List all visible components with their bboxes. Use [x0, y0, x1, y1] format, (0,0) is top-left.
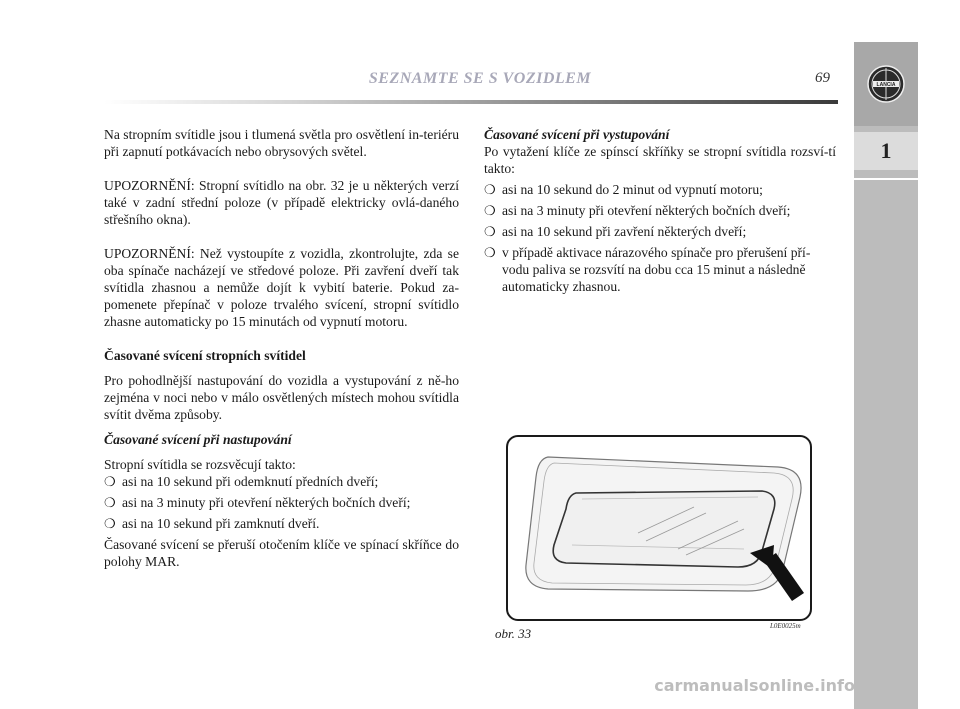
circle-bullet-icon: ❍ — [104, 495, 116, 510]
circle-bullet-icon: ❍ — [484, 203, 496, 218]
warning-paragraph-2: UPOZORNĚNÍ: Než vystoupíte z vozidla, zkontrolujte, zda se oba spínače nacházejí ve středové poloze. Při zavření dveří tak svítidla zhasnou a nemůže dojít k vybití baterie. Pokud za-pomenete přepínač v poloze trvalého svícení, stropní svítidlo zhasne automaticky po 15 minutách od vypnutí motoru. — [104, 246, 459, 329]
section-intro: Pro pohodlnější nastupování do vozidla a vystupování z ně-ho zejména v noci nebo v málo osvětlených místech mohou svítidla svítit dvěma způsoby. — [104, 373, 459, 422]
header-title: SEZNAMTE SE S VOZIDLEM — [368, 70, 592, 87]
list-item: ❍ asi na 3 minuty při otevření některých bočních dveří; — [484, 203, 791, 218]
warning-paragraph-1: UPOZORNĚNÍ: Stropní svítidlo na obr. 32 je u některých verzí také v zadní střední poloze (v případě elektricky ovlá-daného střešního okna). — [104, 178, 459, 227]
circle-bullet-icon: ❍ — [104, 474, 116, 489]
closing-paragraph: Časované svícení se přeruší otočením klíče ve spínací skříňce do polohy MAR. — [104, 537, 459, 569]
watermark: carmanualsonline.info — [654, 676, 855, 695]
circle-bullet-icon: ❍ — [484, 224, 496, 239]
svg-text:LANCIA: LANCIA — [876, 82, 896, 88]
list-item: ❍ v případě aktivace nárazového spínače pro přerušení pří-vodu paliva se rozsvítí na dobu cca 15 minut a následně automaticky zhasnou. — [484, 245, 811, 294]
ceiling-light-illustration — [508, 437, 810, 619]
figure-caption: obr. 33 — [495, 626, 532, 641]
circle-bullet-icon: ❍ — [484, 182, 496, 197]
circle-bullet-icon: ❍ — [484, 245, 496, 260]
list-item: ❍ asi na 10 sekund do 2 minut od vypnutí motoru; — [484, 182, 763, 197]
sidebar-divider — [854, 178, 918, 180]
circle-bullet-icon: ❍ — [104, 516, 116, 531]
figure-code: L0E0025m — [770, 622, 801, 630]
entering-intro: Stropní svítidla se rozsvěcují takto: — [104, 457, 296, 472]
list-item: ❍ asi na 10 sekund při zavření některých dveří; — [484, 224, 747, 239]
figure-frame — [506, 435, 812, 621]
subsection-heading-exiting: Časované svícení při vystupování — [484, 127, 670, 142]
chapter-number[interactable]: 1 — [854, 132, 918, 170]
header-rule — [104, 100, 838, 104]
chapter-sidebar — [854, 42, 918, 709]
intro-paragraph: Na stropním svítidle jsou i tlumená světla pro osvětlení in-teriéru při zapnutí potkávacích nebo obrysových světel. — [104, 127, 459, 159]
left-column — [104, 126, 459, 570]
lancia-shield-icon — [866, 64, 906, 104]
list-item: ❍ asi na 10 sekund při zamknutí dveří. — [104, 516, 320, 531]
section-heading: Časované svícení stropních svítidel — [104, 348, 306, 363]
subsection-heading-entering: Časované svícení při nastupování — [104, 432, 292, 447]
list-item: ❍ asi na 10 sekund při odemknutí předních dveří; — [104, 474, 379, 489]
page-number: 69 — [815, 70, 830, 86]
exiting-intro: Po vytažení klíče ze spínscí skříňky se stropní svítidla rozsví-tí takto: — [484, 144, 836, 176]
right-column — [484, 126, 836, 295]
logo-box — [854, 42, 918, 126]
list-item: ❍ asi na 3 minuty při otevření některých bočních dveří; — [104, 495, 411, 510]
